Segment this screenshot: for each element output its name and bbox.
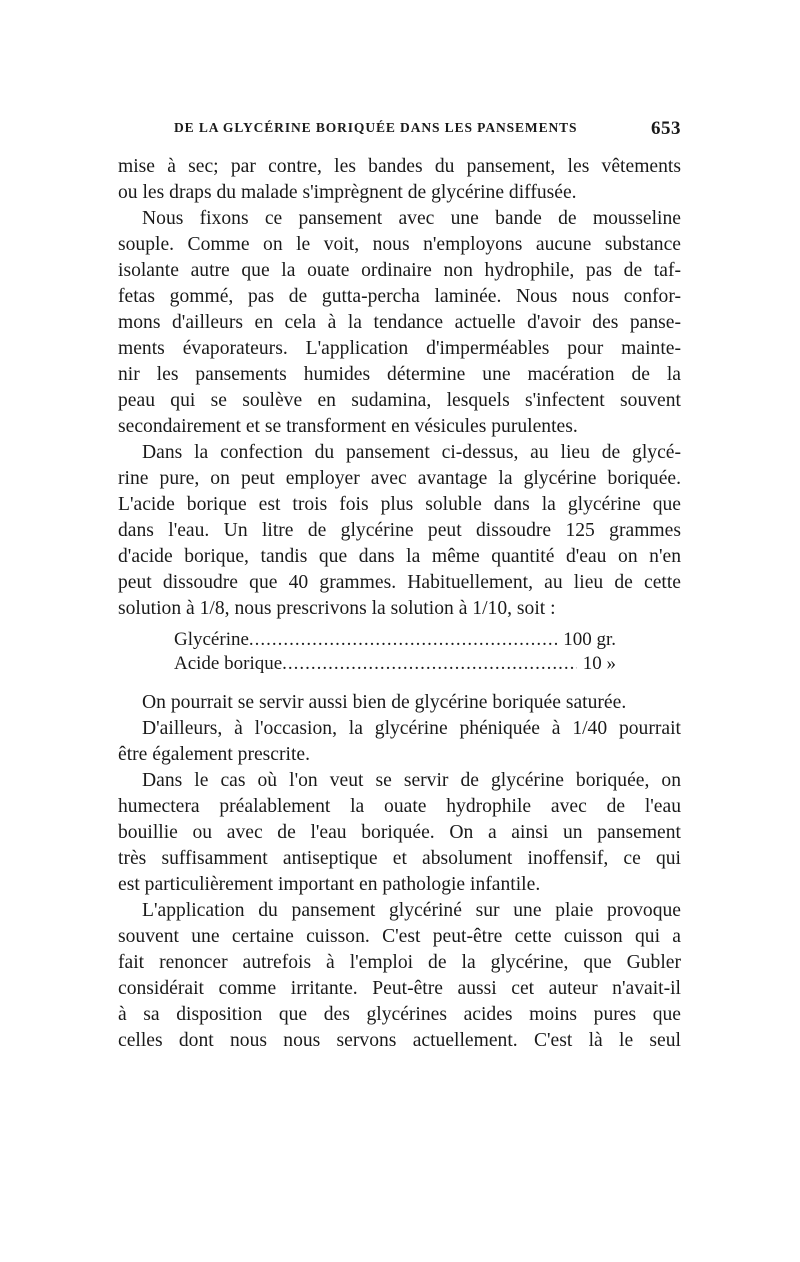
text-line: souvent une certaine cuisson. C'est peut-être cette cuisson qui a — [118, 926, 681, 947]
text-line: dans l'eau. Un litre de glycérine peut dissoudre 125 grammes — [118, 520, 681, 541]
text-line: D'ailleurs, à l'occasion, la glycérine phéniquée à 1/40 pourrait — [142, 718, 681, 739]
text-line: solution à 1/8, nous prescrivons la solution à 1/10, soit : — [118, 598, 556, 619]
text-line: L'acide borique est trois fois plus soluble dans la glycérine que — [118, 494, 681, 515]
body-text — [118, 154, 681, 1054]
text-line: secondairement et se transforment en vésicules purulentes. — [118, 416, 578, 437]
dot-leader — [282, 652, 577, 676]
text-line: peau qui se soulève en sudamina, lesquels s'infectent souvent — [118, 390, 681, 411]
recipe-formula — [174, 628, 616, 676]
text-line: très suffisamment antiseptique et absolument inoffensif, ce qui — [118, 848, 681, 869]
text-line: ou les draps du malade s'imprègnent de glycérine diffusée. — [118, 182, 577, 203]
text-line: nir les pansements humides détermine une macération de la — [118, 364, 681, 385]
running-title: DE LA GLYCÉRINE BORIQUÉE DANS LES PANSEMENTS — [174, 120, 578, 135]
formula-quantity: 10 » — [582, 653, 616, 674]
dot-leader — [249, 628, 557, 652]
text-line: est particulièrement important en pathologie infantile. — [118, 874, 541, 895]
text-line: fait renoncer autrefois à l'emploi de la glycérine, que Gubler — [118, 952, 681, 973]
text-line: être également prescrite. — [118, 744, 311, 765]
text-line: Nous fixons ce pansement avec une bande de mousseline — [142, 208, 681, 229]
text-line: à sa disposition que des glycérines acides moins pures que — [118, 1004, 681, 1025]
text-line: mise à sec; par contre, les bandes du pansement, les vêtements — [118, 156, 681, 177]
text-line: humectera préalablement la ouate hydrophile avec de l'eau — [118, 796, 681, 817]
text-line: peut dissoudre que 40 grammes. Habituellement, au lieu de cette — [118, 572, 681, 593]
formula-ingredient: Glycérine — [174, 629, 249, 650]
text-line: mons d'ailleurs en cela à la tendance actuelle d'avoir des panse- — [118, 312, 681, 333]
formula-row — [174, 628, 616, 652]
page-header — [118, 118, 681, 142]
text-line: Dans le cas où l'on veut se servir de glycérine boriquée, on — [142, 770, 681, 791]
formula-row — [174, 652, 616, 676]
page-number: 653 — [651, 118, 681, 139]
text-line: On pourrait se servir aussi bien de glycérine boriquée saturée. — [142, 692, 627, 713]
text-line: rine pure, on peut employer avec avantage la glycérine boriquée. — [118, 468, 681, 489]
text-line: d'acide borique, tandis que dans la même quantité d'eau on n'en — [118, 546, 681, 567]
text-line: Dans la confection du pansement ci-dessus, au lieu de glycé- — [142, 442, 681, 463]
text-line: ments évaporateurs. L'application d'imperméables pour mainte- — [118, 338, 681, 359]
text-line: considérait comme irritante. Peut-être aussi cet auteur n'avait-il — [118, 978, 681, 999]
text-line: isolante autre que la ouate ordinaire non hydrophile, pas de taf- — [118, 260, 681, 281]
text-line: celles dont nous nous servons actuellement. C'est là le seul — [118, 1030, 681, 1051]
text-line: L'application du pansement glycériné sur une plaie provoque — [142, 900, 681, 921]
text-line: souple. Comme on le voit, nous n'employons aucune substance — [118, 234, 681, 255]
formula-ingredient: Acide borique — [174, 653, 283, 674]
text-line: bouillie ou avec de l'eau boriquée. On a ainsi un pansement — [118, 822, 681, 843]
text-line: fetas gommé, pas de gutta-percha laminée. Nous nous confor- — [118, 286, 681, 307]
formula-quantity: 100 gr. — [563, 629, 616, 650]
